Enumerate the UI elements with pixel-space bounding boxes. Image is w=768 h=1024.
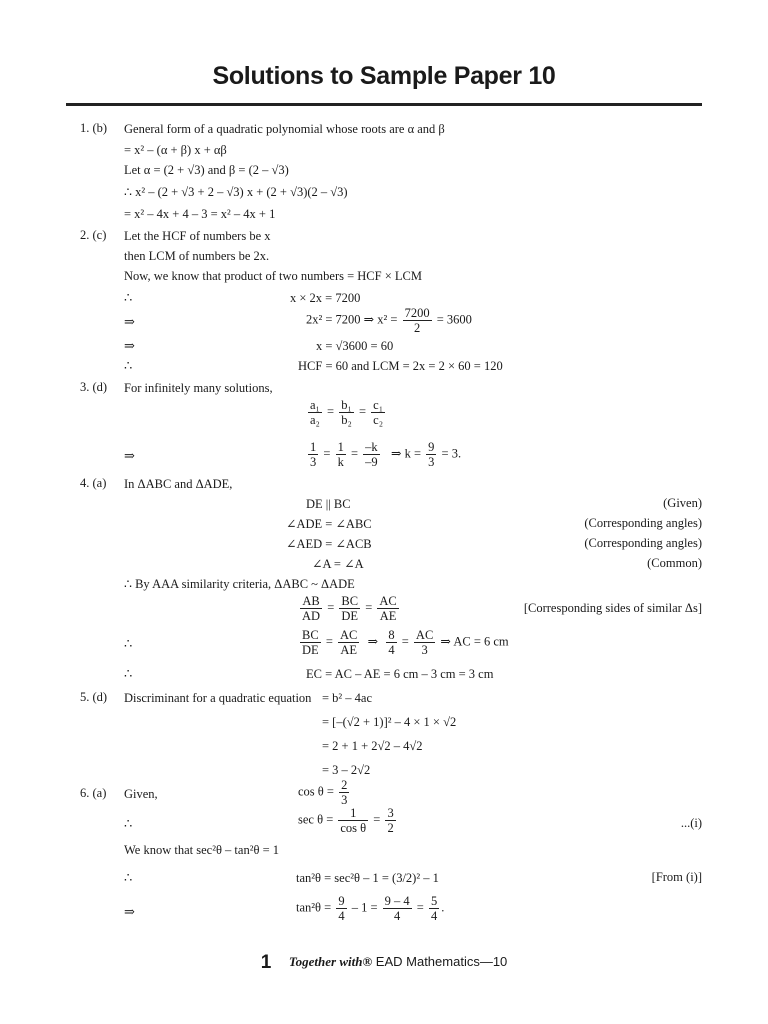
q6-line1: Given,	[124, 787, 158, 801]
implies-symbol: ⇒	[124, 448, 135, 463]
implies-symbol: ⇒	[124, 314, 135, 329]
q1-line2: = x² – (α + β) x + αβ	[124, 143, 227, 157]
book-title: EAD Mathematics—10	[375, 954, 508, 969]
therefore-symbol: ∴	[124, 636, 133, 651]
q1-number: 1. (b)	[80, 121, 108, 135]
q6-eq3: tan²θ = sec²θ – 1 = (3/2)² – 1	[296, 871, 439, 885]
q4-reason4: (Common)	[647, 556, 702, 570]
implies-symbol: ⇒	[124, 338, 135, 353]
q5-eq2: = [–(√2 + 1)]² – 4 × 1 × √2	[322, 715, 457, 729]
q4-eq3: ∠AED = ∠ACB	[286, 537, 372, 551]
q4-line1: In ΔABC and ΔADE,	[124, 477, 233, 491]
q1-line1: General form of a quadratic polynomial whose roots are α and β	[124, 122, 445, 136]
page-number: 1	[260, 952, 272, 973]
implies-symbol: ⇒	[124, 904, 135, 919]
q4-line2: ∴ By AAA similarity criteria, ΔABC ~ ΔADE	[124, 577, 355, 591]
q5-eq1: = b² – 4ac	[322, 691, 373, 705]
q2-eq2: 2x² = 7200 ⇒ x² = $\frac{7200}{2}$ = 3600	[306, 306, 472, 335]
q1-line4: ∴ x² – (2 + √3 + 2 – √3) x + (2 + √3)(2 – √3)	[124, 185, 348, 199]
q6-ref-from-i: [From (i)]	[651, 870, 702, 884]
q1-line3: Let α = (2 + √3) and β = (2 – √3)	[124, 163, 289, 177]
q3-ratio-values: $\frac{1}{3}$ = $\frac{1}{k}$ = $\frac{-k}{-9}$ ⇒ k = $\frac{9}{3}$ = 3.	[310, 440, 462, 469]
q2-line1: Let the HCF of numbers be x	[124, 229, 271, 243]
q2-eq4: HCF = 60 and LCM = 2x = 2 × 60 = 120	[298, 359, 503, 373]
therefore-symbol: ∴	[124, 290, 133, 305]
q4-ratio-sides: $\frac{AB}{AD}$ = $\frac{BC}{DE}$ = $\frac{AC}{AE}$	[302, 594, 397, 623]
q6-line2: We know that sec²θ – tan²θ = 1	[124, 843, 279, 857]
page-footer	[0, 952, 768, 974]
brand-logo-text: Together with®	[288, 954, 373, 969]
q5-eq3: = 2 + 1 + 2√2 – 4√2	[322, 739, 423, 753]
therefore-symbol: ∴	[124, 358, 133, 373]
q3-ratio-general: $\frac{\text{a₁}}{\text{a₂}}$ = $\frac{\text{b₁}}{\text{b₂}}$ = $\frac{\text{c₁}}{\text{c₂}}$	[310, 398, 384, 427]
q4-reason1: (Given)	[663, 496, 702, 510]
therefore-symbol: ∴	[124, 870, 133, 885]
q4-eq2: ∠ADE = ∠ABC	[286, 517, 372, 531]
q4-reason3: (Corresponding angles)	[584, 536, 702, 550]
q3-line1: For infinitely many solutions,	[124, 381, 273, 395]
q4-eq5: EC = AC – AE = 6 cm – 3 cm = 3 cm	[306, 667, 494, 681]
q6-eq2: sec θ = $\frac{1}{\text{cos θ}}$ = $\frac{3}{2}$	[298, 806, 394, 835]
q2-number: 2. (c)	[80, 228, 107, 242]
title-rule	[66, 103, 702, 106]
q5-eq4: = 3 – 2√2	[322, 763, 371, 777]
q2-eq3: x = √3600 = 60	[316, 339, 394, 353]
q4-reason5: [Corresponding sides of similar Δs]	[523, 601, 702, 615]
page-title: Solutions to Sample Paper 10	[212, 62, 556, 90]
therefore-symbol: ∴	[124, 666, 133, 681]
q2-line2: then LCM of numbers be 2x.	[124, 249, 270, 263]
q1-line5: = x² – 4x + 4 – 3 = x² – 4x + 1	[124, 207, 276, 221]
q3-number: 3. (d)	[80, 380, 108, 394]
q6-ref-i: ...(i)	[680, 816, 702, 830]
q2-eq1: x × 2x = 7200	[290, 291, 361, 305]
q4-eq1: DE || BC	[306, 497, 351, 511]
q4-ratio-values: $\frac{BC}{DE}$ = $\frac{AC}{AE}$ ⇒ $\frac{8}{4}$ = $\frac{AC}{3}$ ⇒ AC = 6 cm	[302, 628, 509, 657]
q5-number: 5. (d)	[80, 690, 108, 704]
q5-line1: Discriminant for a quadratic equation	[124, 691, 312, 705]
q6-eq1: cos θ = $\frac{2}{3}$	[298, 778, 348, 807]
q4-reason2: (Corresponding angles)	[584, 516, 702, 530]
therefore-symbol: ∴	[124, 816, 133, 831]
q6-number: 6. (a)	[80, 786, 107, 800]
q4-number: 4. (a)	[80, 476, 107, 490]
q4-eq4: ∠A = ∠A	[312, 557, 364, 571]
q2-line3: Now, we know that product of two numbers = HCF × LCM	[124, 269, 422, 283]
q6-eq4: tan²θ = $\frac{9}{4}$ – 1 = $\frac{9 - 4}{4}$ = $\frac{5}{4}$ .	[296, 894, 445, 923]
